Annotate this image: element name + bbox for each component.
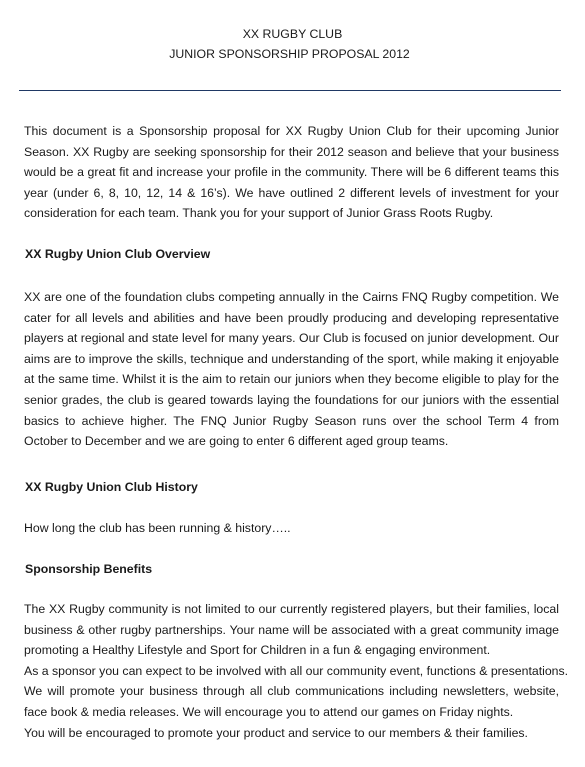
benefits-paragraph	[24, 599, 569, 743]
proposal-title: JUNIOR SPONSORSHIP PROPOSAL 2012	[169, 47, 410, 61]
benefits-line-encourage: You will be encouraged to promote your product and service to our members & their families.	[24, 725, 528, 740]
benefits-line-promote: We will promote your business through all club communications including newsletters, website, face book & media releases. We will encourage you to attend our games on Friday nights.	[24, 684, 559, 719]
history-heading: XX Rugby Union Club History	[25, 480, 198, 494]
benefits-heading: Sponsorship Benefits	[25, 562, 153, 576]
intro-paragraph: This document is a Sponsorship proposal for XX Rugby Union Club for their upcoming Junior Season. XX Rugby are seeking sponsorship for their 2012 season and believe that your business would be a great fit and increase your profile in the community. There will be 6 different teams this year (under 6, 8, 10, 12, 14 & 16’s). We have outlined 2 different levels of investment for your consideration for each team. Thank you for your support of Junior Grass Roots Rugby.	[24, 124, 559, 221]
overview-paragraph: XX are one of the foundation clubs competing annually in the Cairns FNQ Rugby competition. We cater for all levels and abilities and have been proudly producing and developing representative players at regional and state level for many years. Our Club is focused on junior development. Our aims are to improve the skills, technique and understanding of the sport, while making it enjoyable at the same time. Whilst it is the aim to retain our juniors when they become eligible to play for the senior grades, the club is geared towards laying the foundations for our juniors with the essential basics to achieve higher. The FNQ Junior Rugby Season runs over the school Term 4 from October to December and we are going to enter 6 different aged group teams.	[24, 290, 559, 449]
overview-heading: XX Rugby Union Club Overview	[25, 247, 211, 261]
benefits-line-events: As a sponsor you can expect to be involved with all our community event, functions & presentations.	[24, 663, 569, 678]
benefits-community-text: The XX Rugby community is not limited to our currently registered players, but their families, local business & other rugby partnerships. Your name will be associated with a great community image promoting a Healthy Lifestyle and Sport for Children in a fun & engaging environment.	[24, 602, 559, 658]
club-name: XX RUGBY CLUB	[242, 27, 343, 41]
history-paragraph: How long the club has been running & history…..	[24, 521, 291, 535]
header-divider	[19, 90, 561, 91]
